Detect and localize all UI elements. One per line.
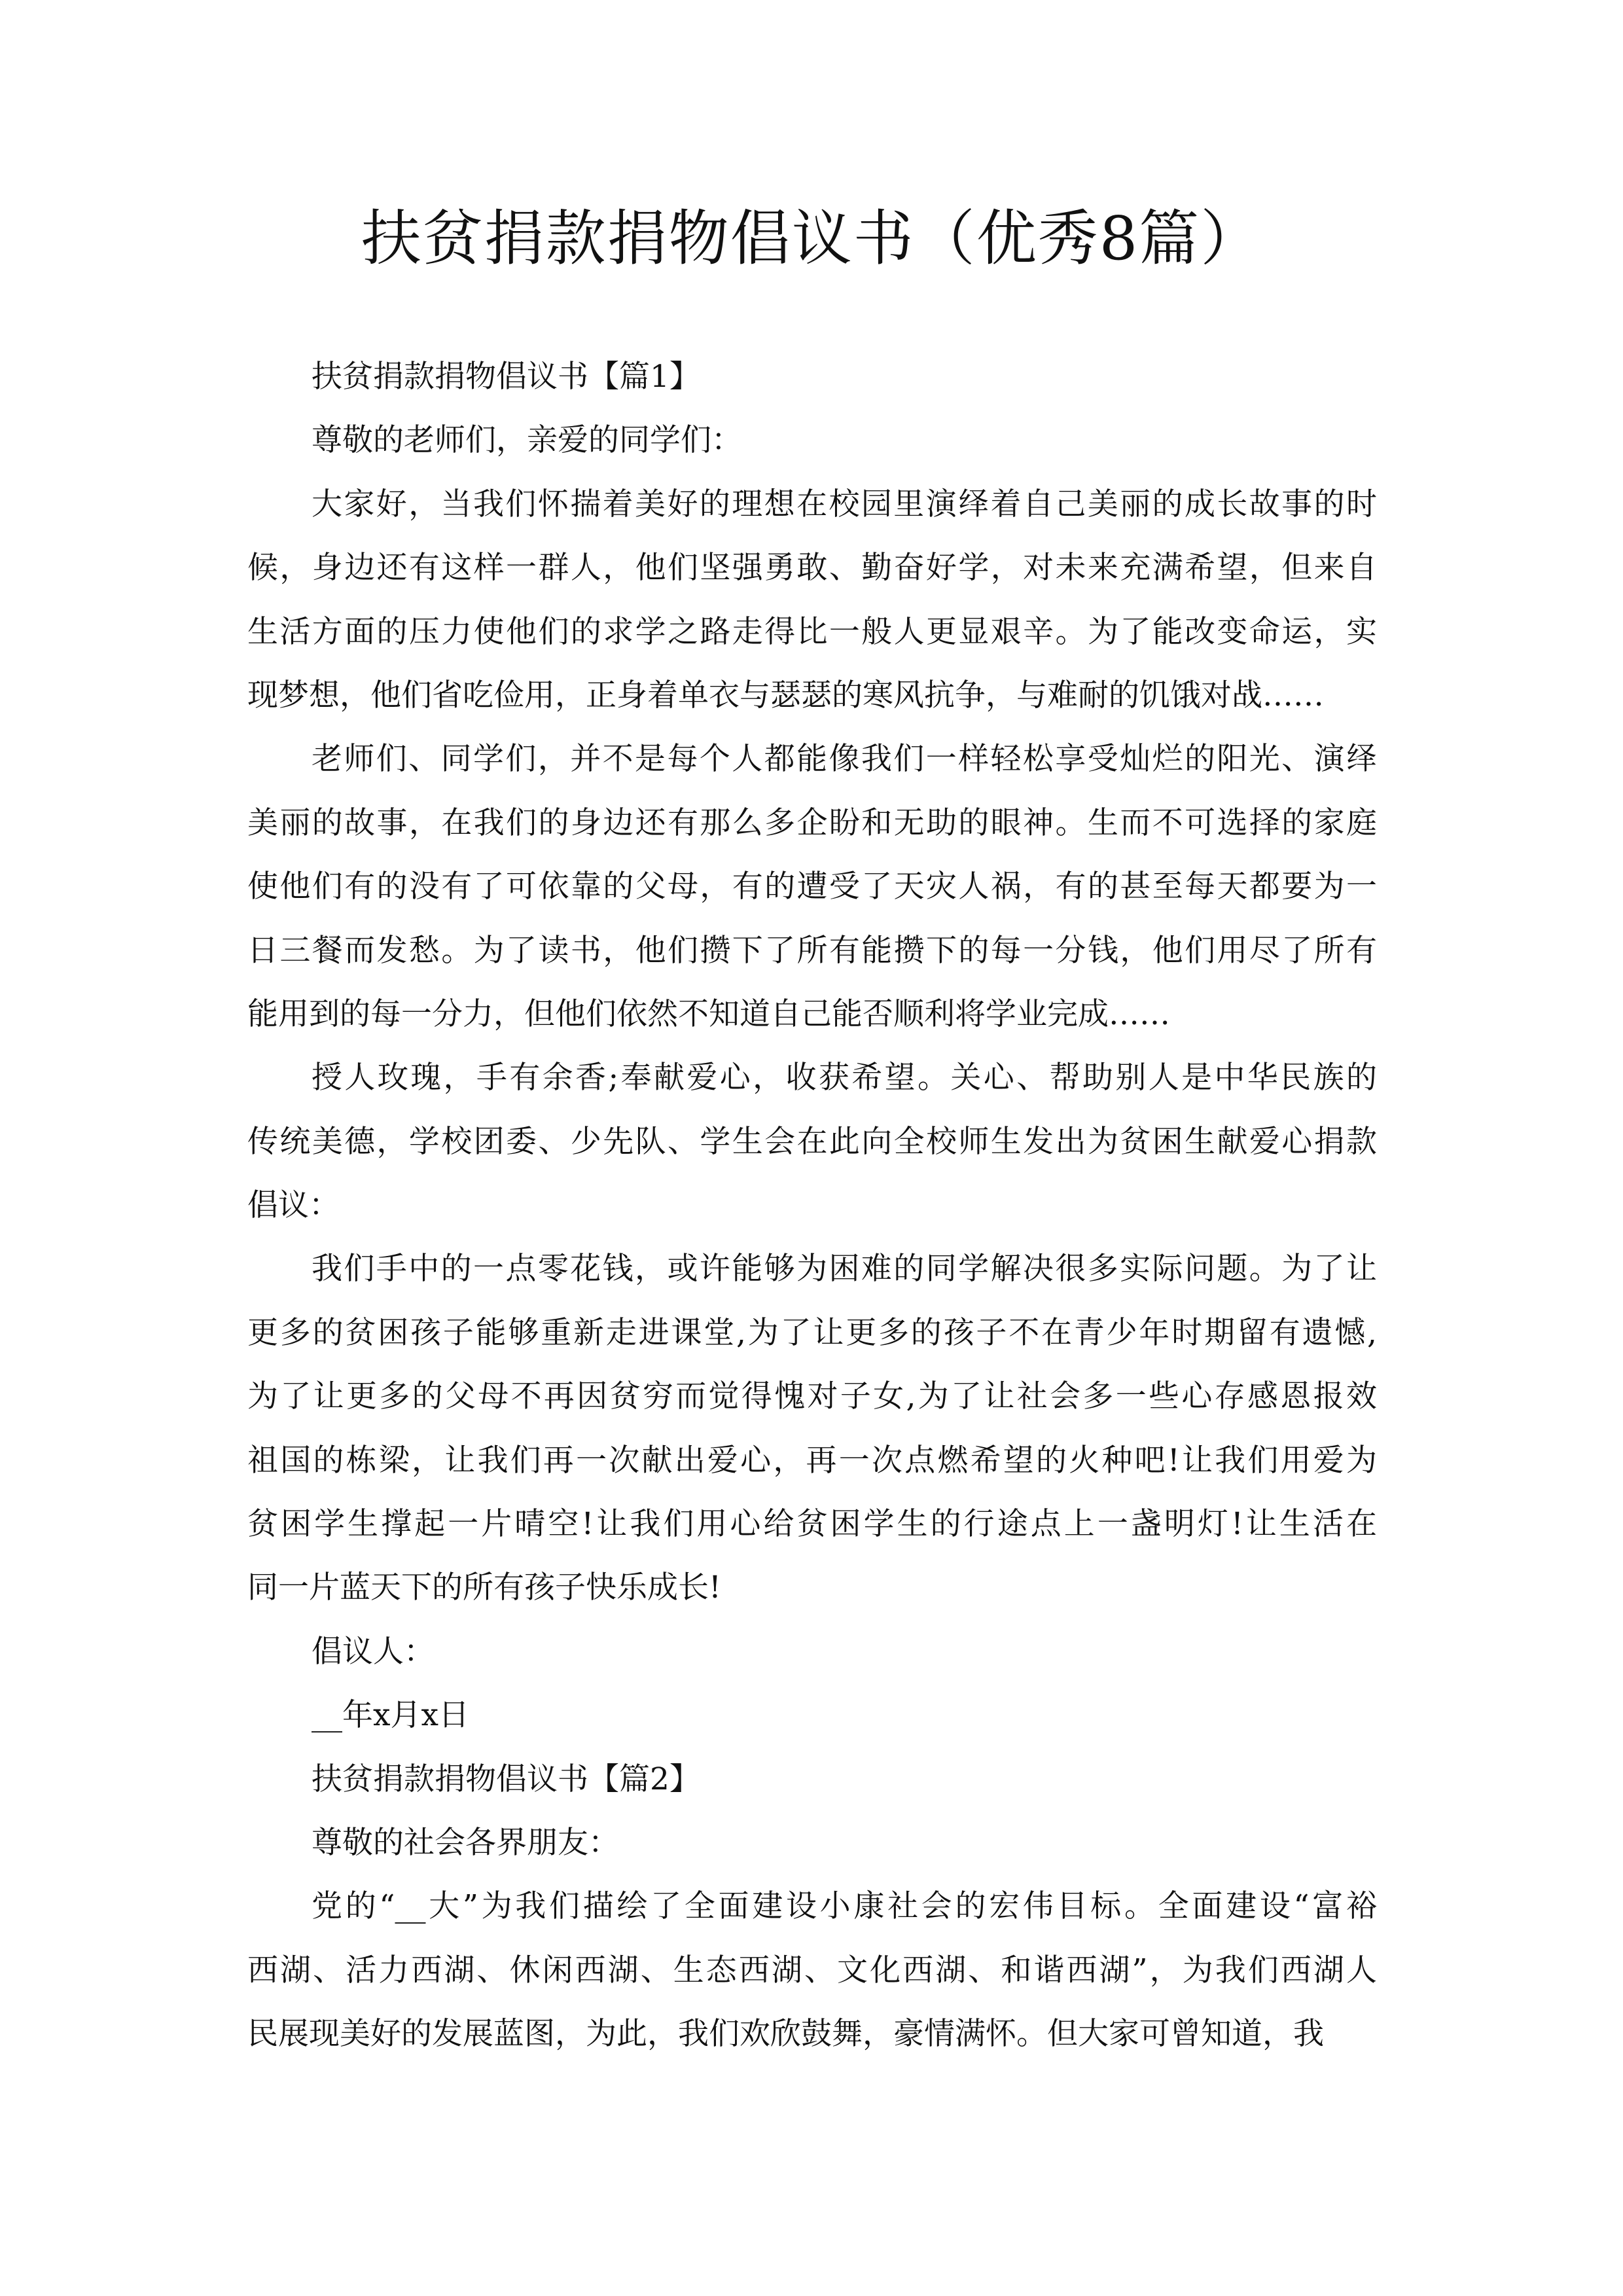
text-line: 我们手中的一点零花钱，或许能够为困难的同学解决很多实际问题。为了让 [312,1251,1377,1287]
text-line: 党的“__大”为我们描绘了全面建设小康社会的宏伟目标。全面建设“富裕 [312,1888,1377,1925]
text-line: 日三餐而发愁。为了读书，他们攒下了所有能攒下的每一分钱，他们用尽了所有 [247,932,1377,969]
paragraph [247,727,1377,1046]
text-line: 民展现美好的发展蓝图，为此，我们欢欣鼓舞，豪情满怀。但大家可曾知道，我 [247,2016,1324,2053]
text-line: 传统美德，学校团委、少先队、学生会在此向全校师生发出为贫困生献爱心捐款 [247,1123,1377,1160]
document-body [247,345,1377,2066]
text-line: 生活方面的压力使他们的求学之路走得比一般人更显艰辛。为了能改变命运，实 [247,613,1377,650]
paragraph [247,345,1377,408]
text-line: 尊敬的社会各界朋友： [312,1824,619,1861]
paragraph [247,1046,1377,1237]
text-line: 使他们有的没有了可依靠的父母，有的遭受了天灾人祸，有的甚至每天都要为一 [247,869,1377,905]
text-line: __年x月x日 [312,1697,470,1734]
text-line: 祖国的栋梁，让我们再一次献出爱心，再一次点燃希望的火种吧!让我们用爱为 [247,1442,1377,1479]
text-line: 同一片蓝天下的所有孩子快乐成长! [247,1570,721,1606]
paragraph [247,1683,1377,1747]
text-line: 为了让更多的父母不再因贫穷而觉得愧对子女,为了让社会多一些心存感恩报效 [247,1378,1377,1415]
paragraph [247,1620,1377,1683]
text-line: 美丽的故事，在我们的身边还有那么多企盼和无助的眼神。生而不可选择的家庭 [247,804,1377,841]
text-line: 扶贫捐款捐物倡议书【篇2】 [312,1761,700,1797]
paragraph [247,1811,1377,1874]
text-line: 西湖、活力西湖、休闲西湖、生态西湖、文化西湖、和谐西湖”，为我们西湖人 [247,1952,1377,1988]
text-line: 老师们、同学们，并不是每个人都能像我们一样轻松享受灿烂的阳光、演绎 [312,741,1377,778]
text-line: 候，身边还有这样一群人，他们坚强勇敢、勤奋好学，对未来充满希望，但来自 [247,550,1377,586]
text-line: 倡议： [247,1187,340,1224]
text-line: 贫困学生撑起一片晴空!让我们用心给贫困学生的行途点上一盏明灯!让生活在 [247,1506,1377,1543]
text-line: 扶贫捐款捐物倡议书【篇1】 [312,359,700,395]
paragraph [247,1874,1377,2066]
paragraph [247,408,1377,472]
paragraph [247,1748,1377,1811]
text-line: 倡议人： [312,1633,435,1670]
text-line: 大家好，当我们怀揣着美好的理想在校园里演绎着自己美丽的成长故事的时 [312,486,1377,522]
text-line: 授人玫瑰，手有余香;奉献爱心，收获希望。关心、帮助别人是中华民族的 [312,1060,1377,1096]
text-line: 能用到的每一分力，但他们依然不知道自己能否顺利将学业完成…… [247,996,1170,1032]
text-line: 现梦想，他们省吃俭用，正身着单衣与瑟瑟的寒风抗争，与难耐的饥饿对战…… [247,677,1324,713]
document-title: 扶贫捐款捐物倡议书（优秀8篇） [361,204,1262,274]
paragraph [247,473,1377,728]
text-line: 更多的贫困孩子能够重新走进课堂,为了让更多的孩子不在青少年时期留有遗憾, [247,1314,1377,1351]
text-line: 尊敬的老师们，亲爱的同学们： [312,422,742,459]
paragraph [247,1237,1377,1619]
